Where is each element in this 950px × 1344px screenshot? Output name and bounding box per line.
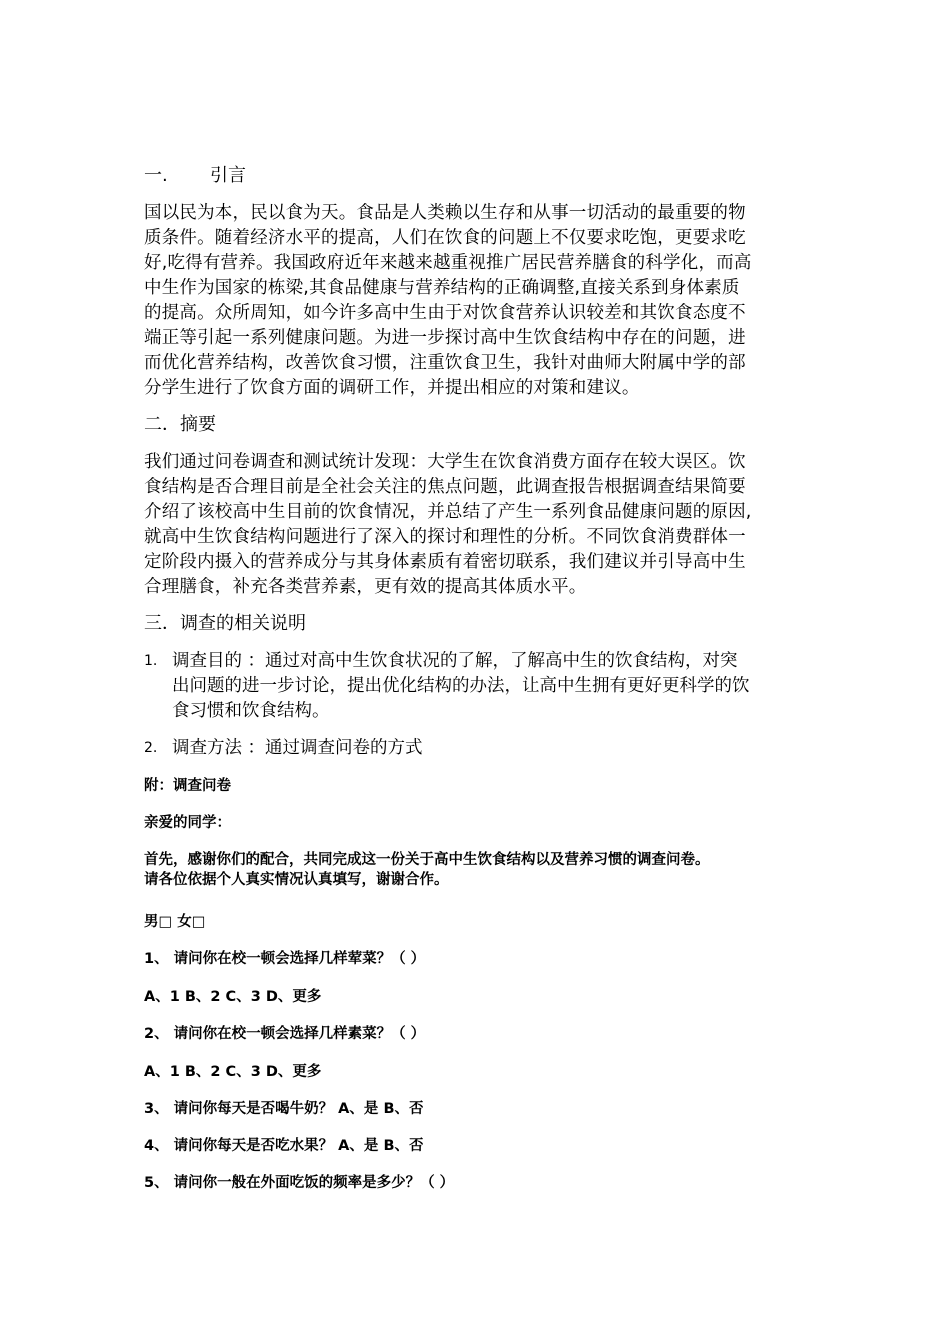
paragraph-line: 分学生进行了饮食方面的调研工作，并提出相应的对策和建议。 bbox=[144, 378, 640, 398]
question-1: 1、 请问你在校一顿会选择几样荤菜？（ ） bbox=[144, 951, 426, 967]
paragraph-line: 定阶段内摄入的营养成分与其身体素质有着密切联系，我们建议并引导高中生 bbox=[144, 552, 746, 572]
paragraph-line: 我们通过问卷调查和测试统计发现：大学生在饮食消费方面存在较大误区。饮 bbox=[144, 452, 746, 472]
list-item-number: 1. bbox=[144, 653, 158, 669]
section-1-number: 一. bbox=[144, 165, 168, 186]
list-item bbox=[144, 649, 814, 724]
question-5: 5、 请问你一般在外面吃饭的频率是多少？（ ） bbox=[144, 1175, 455, 1191]
question-3: 3、 请问你每天是否喝牛奶？ A、是 B、否 bbox=[144, 1101, 424, 1117]
question-1-options: A、1 B、2 C、3 D、更多 bbox=[144, 989, 322, 1005]
paragraph-line: 质条件。随着经济水平的提高，人们在饮食的问题上不仅要求吃饱，更要求吃 bbox=[144, 228, 746, 248]
question-4: 4、 请问你每天是否吃水果？ A、是 B、否 bbox=[144, 1138, 424, 1154]
paragraph-line: 介绍了该校高中生目前的饮食情况，并总结了产生一系列食品健康问题的原因, bbox=[144, 502, 752, 522]
paragraph-line: 就高中生饮食结构问题进行了深入的探讨和理性的分析。不同饮食消费群体一 bbox=[144, 527, 746, 547]
intro-line: 请各位依据个人真实情况认真填写，谢谢合作。 bbox=[144, 872, 449, 888]
paragraph-line: 端正等引起一系列健康问题。为进一步探讨高中生饮食结构中存在的问题，进 bbox=[144, 328, 746, 348]
paragraph-line: 合理膳食，补充各类营养素，更有效的提高其体质水平。 bbox=[144, 577, 587, 597]
section-2-paragraph bbox=[144, 450, 814, 600]
section-1-heading bbox=[144, 163, 246, 188]
paragraph-line: 的提高。众所周知，如今许多高中生由于对饮食营养认识较差和其饮食态度不 bbox=[144, 303, 746, 323]
intro-line: 首先，感谢你们的配合，共同完成这一份关于高中生饮食结构以及营养习惯的调查问卷。 bbox=[144, 852, 710, 868]
paragraph-line: 国以民为本，民以食为天。食品是人类赖以生存和从事一切活动的最重要的物 bbox=[144, 203, 746, 223]
list-item-line: 食习惯和饮食结构。 bbox=[172, 701, 330, 721]
list-item-line: 出问题的进一步讨论，提出优化结构的办法，让高中生拥有更好更科学的饮 bbox=[172, 676, 750, 696]
section-2-heading: 二．摘要 bbox=[144, 414, 216, 435]
section-1-paragraph bbox=[144, 201, 814, 401]
question-2-options: A、1 B、2 C、3 D、更多 bbox=[144, 1064, 322, 1080]
paragraph-line: 而优化营养结构，改善饮食习惯，注重饮食卫生，我针对曲师大附属中学的部 bbox=[144, 353, 746, 373]
paragraph-line: 食结构是否合理目前是全社会关注的焦点问题，此调查报告根据调查结果简要 bbox=[144, 477, 746, 497]
questionnaire-intro bbox=[144, 850, 710, 890]
list-item-number: 2. bbox=[144, 740, 158, 756]
list-item bbox=[144, 736, 814, 761]
paragraph-line: 好,吃得有营养。我国政府近年来越来越重视推广居民营养膳食的科学化，而高 bbox=[144, 253, 752, 273]
section-1-title: 引言 bbox=[210, 165, 246, 186]
questionnaire-greeting: 亲爱的同学： bbox=[144, 815, 231, 831]
list-item-line: 调查方法 ：通过调查问卷的方式 bbox=[172, 738, 423, 758]
list-item-line: 调查目的 ：通过对高中生饮食状况的了解，了解高中生的饮食结构，对突 bbox=[172, 651, 738, 671]
section-3-heading: 三．调查的相关说明 bbox=[144, 613, 306, 634]
gender-choice: 男□ 女□ bbox=[144, 914, 206, 930]
paragraph-line: 中生作为国家的栋梁,其食品健康与营养结构的正确调整,直接关系到身体素质 bbox=[144, 278, 740, 298]
questionnaire-title: 附：调查问卷 bbox=[144, 778, 231, 794]
question-2: 2、 请问你在校一顿会选择几样素菜？（ ） bbox=[144, 1026, 426, 1042]
